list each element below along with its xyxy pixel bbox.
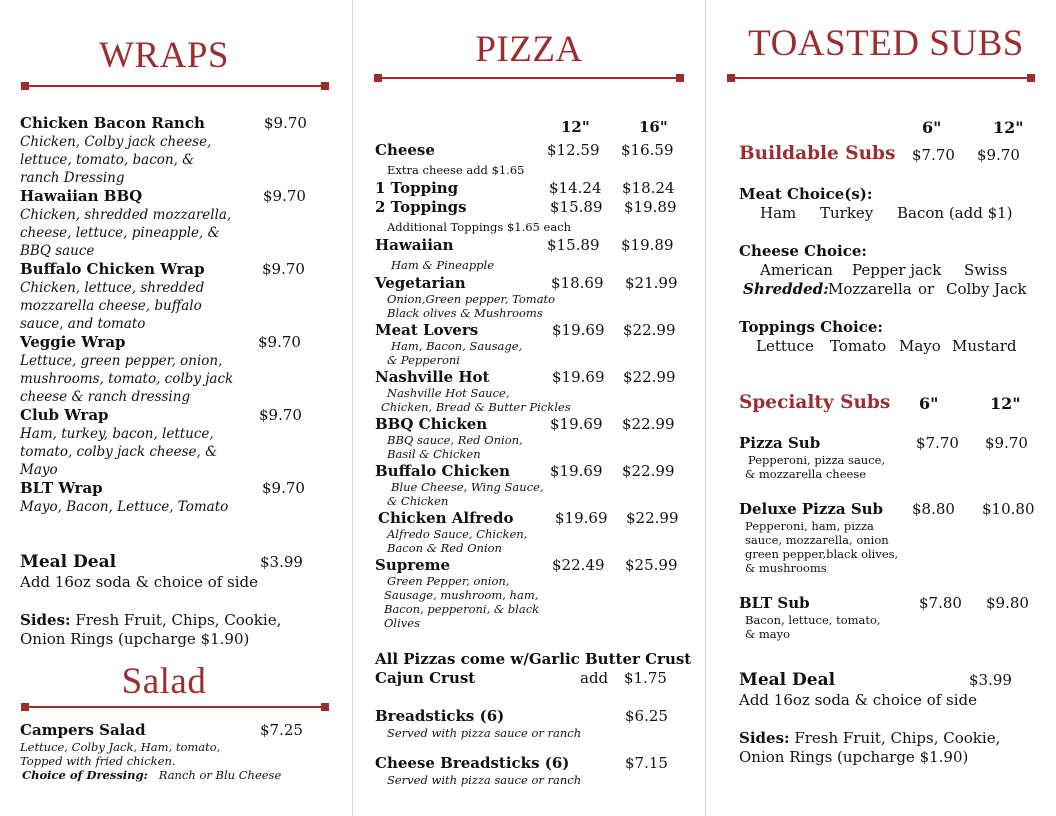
salad-item-price: $7.25	[260, 721, 303, 739]
subs-meal-deal-title: Meal Deal	[739, 670, 836, 690]
pizza-item-name: Nashville Hot	[375, 368, 490, 386]
pizza-price-16: $22.99	[622, 462, 675, 480]
subs-size-12-header: 12"	[993, 118, 1024, 137]
pizza-item-note: Ham & Pineapple	[391, 258, 495, 272]
pizza-price-16: $18.24	[622, 179, 675, 197]
shredded-option: or	[918, 280, 935, 298]
pizza-price-12: $19.69	[555, 509, 608, 527]
specialty-sub-desc: green pepper,black olives,	[745, 547, 899, 561]
pizza-item-name: 1 Topping	[375, 179, 459, 197]
wrap-item-name: Club Wrap	[20, 406, 109, 424]
wraps-sides-text: Fresh Fruit, Chips, Cookie,	[70, 611, 282, 629]
wrap-item-name: Hawaiian BBQ	[20, 187, 143, 205]
wrap-item-desc: cheese & ranch dressing	[20, 389, 191, 405]
pizza-column	[353, 0, 705, 816]
wraps-meal-deal-title: Meal Deal	[20, 552, 117, 572]
wraps-meal-deal-price: $3.99	[260, 553, 303, 571]
specialty-sub-desc: & mushrooms	[745, 561, 827, 575]
pizza-size-12-header: 12"	[561, 118, 590, 136]
cheese-breadsticks-note: Served with pizza sauce or ranch	[387, 773, 582, 787]
subs-sides-line2: Onion Rings (upcharge $1.90)	[739, 748, 969, 766]
pizza-item-note: Bacon & Red Onion	[387, 541, 502, 555]
meat-option: Turkey	[820, 204, 874, 222]
salad-dressing-options: Ranch or Blu Cheese	[158, 768, 282, 782]
pizza-size-16-header: 16"	[639, 118, 668, 136]
wrap-item-desc: mushrooms, tomato, colby jack	[20, 371, 234, 387]
wrap-item-desc: Mayo, Bacon, Lettuce, Tomato	[20, 499, 229, 515]
breadsticks-name: Breadsticks (6)	[375, 707, 505, 725]
wrap-item-name: Buffalo Chicken Wrap	[20, 260, 205, 278]
cajun-crust-price: $1.75	[624, 669, 667, 687]
wraps-sides-label: Sides:	[20, 611, 71, 629]
toppings-choice-label: Toppings Choice:	[739, 318, 883, 336]
pizza-price-12: $12.59	[547, 141, 600, 159]
specialty-size-6-header: 6"	[919, 394, 939, 413]
buildable-subs-title: Buildable Subs	[739, 143, 896, 164]
subs-sides-text: Fresh Fruit, Chips, Cookie,	[789, 729, 1001, 747]
specialty-sub-desc: Pepperoni, pizza sauce,	[748, 453, 886, 467]
cheese-option: American	[760, 261, 833, 279]
salad-heading: Salad	[121, 661, 207, 702]
wrap-item-price: $9.70	[258, 333, 301, 351]
pizza-item-note: Green Pepper, onion,	[387, 574, 510, 588]
pizza-item-name: Cheese	[375, 141, 435, 159]
wrap-item-desc: lettuce, tomato, bacon, &	[20, 152, 195, 168]
specialty-sub-desc: sauce, mozzarella, onion	[745, 533, 889, 547]
wrap-item-desc: sauce, and tomato	[20, 316, 146, 332]
pizza-item-name: Vegetarian	[375, 274, 466, 292]
wrap-item-desc: Chicken, lettuce, shredded	[20, 280, 205, 296]
pizza-item-note: Chicken, Bread & Butter Pickles	[381, 400, 571, 414]
specialty-sub-price-12: $10.80	[982, 500, 1035, 518]
pizza-price-16: $19.89	[624, 198, 677, 216]
pizza-heading: PIZZA	[475, 29, 583, 70]
wrap-item-desc: BBQ sauce	[20, 243, 95, 259]
salad-item-name: Campers Salad	[20, 721, 146, 739]
pizza-item-note: Bacon, pepperoni, & black	[384, 602, 540, 616]
breadsticks-price: $6.25	[625, 707, 668, 725]
pizza-price-16: $22.99	[623, 368, 676, 386]
pizza-price-12: $15.89	[547, 236, 600, 254]
salad-heading-rule	[22, 706, 328, 708]
wrap-item-price: $9.70	[263, 187, 306, 205]
subs-heading-rule	[728, 77, 1034, 79]
wrap-item-name: Chicken Bacon Ranch	[20, 114, 205, 132]
salad-item-desc: Topped with fried chicken.	[20, 754, 176, 768]
subs-sides-label: Sides:	[739, 729, 790, 747]
salad-item-desc: Lettuce, Colby Jack, Ham, tomato,	[20, 740, 221, 754]
breadsticks-note: Served with pizza sauce or ranch	[387, 726, 582, 740]
wraps-meal-deal-desc: Add 16oz soda & choice of side	[20, 573, 259, 591]
wraps-sides-line1	[20, 611, 281, 629]
wrap-item-desc: Chicken, shredded mozzarella,	[20, 207, 232, 223]
pizza-price-16: $21.99	[625, 274, 678, 292]
specialty-sub-price-6: $7.70	[916, 434, 959, 452]
pizza-item-name: 2 Toppings	[375, 198, 467, 216]
subs-meal-deal-price: $3.99	[969, 671, 1012, 689]
pizza-price-16: $19.89	[621, 236, 674, 254]
specialty-sub-name: Deluxe Pizza Sub	[739, 500, 884, 518]
specialty-sub-desc: Pepperoni, ham, pizza	[745, 519, 874, 533]
subs-sides-line1	[739, 729, 1000, 747]
wrap-item-desc: Mayo	[20, 462, 58, 478]
cheese-breadsticks-price: $7.15	[625, 754, 668, 772]
topping-option: Mayo	[899, 337, 941, 355]
pizza-price-12: $22.49	[552, 556, 605, 574]
pizza-crust-note: All Pizzas come w/Garlic Butter Crust	[375, 650, 692, 668]
cheese-option: Pepper jack	[852, 261, 942, 279]
specialty-sub-desc: & mozzarella cheese	[745, 467, 867, 481]
pizza-item-note: Onion,Green pepper, Tomato	[387, 292, 556, 306]
meat-option: Ham	[760, 204, 797, 222]
cajun-crust-name: Cajun Crust	[375, 669, 476, 687]
buildable-subs-price-6: $7.70	[912, 146, 955, 164]
specialty-sub-price-6: $8.80	[912, 500, 955, 518]
wrap-item-desc: Chicken, Colby jack cheese,	[20, 134, 212, 150]
pizza-item-note: Alfredo Sauce, Chicken,	[387, 527, 528, 541]
cheese-option: Swiss	[964, 261, 1008, 279]
pizza-price-16: $22.99	[626, 509, 679, 527]
pizza-item-name: BBQ Chicken	[375, 415, 488, 433]
pizza-item-note: Olives	[384, 616, 420, 630]
cajun-crust-add: add	[580, 669, 609, 687]
salad-dressing-label: Choice of Dressing:	[22, 768, 148, 782]
specialty-size-12-header: 12"	[990, 394, 1021, 413]
wrap-item-desc: Lettuce, green pepper, onion,	[20, 353, 223, 369]
pizza-price-16: $16.59	[621, 141, 674, 159]
wraps-heading-rule	[22, 85, 328, 87]
pizza-item-note: Ham, Bacon, Sausage,	[391, 339, 523, 353]
wrap-item-name: Veggie Wrap	[20, 333, 126, 351]
pizza-heading-rule	[375, 77, 683, 79]
pizza-item-name: Supreme	[375, 556, 451, 574]
wrap-item-desc: cheese, lettuce, pineapple, &	[20, 225, 220, 241]
subs-size-6-header: 6"	[922, 118, 942, 137]
topping-option: Lettuce	[756, 337, 814, 355]
pizza-item-name: Buffalo Chicken	[375, 462, 511, 480]
specialty-sub-price-12: $9.70	[985, 434, 1028, 452]
wrap-item-desc: Ham, turkey, bacon, lettuce,	[20, 426, 214, 442]
wrap-item-price: $9.70	[259, 406, 302, 424]
subs-heading: TOASTED SUBS	[748, 23, 1024, 64]
wraps-sides-line2: Onion Rings (upcharge $1.90)	[20, 630, 250, 648]
wrap-item-desc: ranch Dressing	[20, 170, 125, 186]
pizza-item-note: Sausage, mushroom, ham,	[384, 588, 539, 602]
pizza-item-note: Basil & Chicken	[387, 447, 481, 461]
pizza-item-note: Black olives & Mushrooms	[387, 306, 543, 320]
subs-column	[706, 0, 1056, 816]
pizza-item-note: Blue Cheese, Wing Sauce,	[391, 480, 544, 494]
topping-option: Tomato	[830, 337, 887, 355]
pizza-price-12: $19.69	[552, 368, 605, 386]
pizza-price-12: $18.69	[551, 274, 604, 292]
specialty-sub-name: Pizza Sub	[739, 434, 821, 452]
specialty-sub-desc: Bacon, lettuce, tomato,	[745, 613, 881, 627]
specialty-sub-price-12: $9.80	[986, 594, 1029, 612]
pizza-price-12: $19.69	[550, 462, 603, 480]
pizza-price-12: $19.69	[552, 321, 605, 339]
meat-option: Bacon (add $1)	[897, 204, 1013, 222]
cheese-breadsticks-name: Cheese Breadsticks (6)	[375, 754, 570, 772]
pizza-price-16: $25.99	[625, 556, 678, 574]
pizza-price-12: $14.24	[549, 179, 602, 197]
pizza-item-note: & Chicken	[387, 494, 449, 508]
shredded-option: Colby Jack	[946, 280, 1027, 298]
wraps-heading: WRAPS	[99, 35, 229, 76]
specialty-sub-name: BLT Sub	[739, 594, 810, 612]
meat-choice-label: Meat Choice(s):	[739, 185, 873, 203]
pizza-price-12: $19.69	[550, 415, 603, 433]
pizza-item-note: BBQ sauce, Red Onion,	[387, 433, 523, 447]
shredded-option: Mozzarella	[828, 280, 912, 298]
pizza-item-note: & Pepperoni	[387, 353, 460, 367]
wrap-item-price: $9.70	[262, 479, 305, 497]
pizza-price-16: $22.99	[623, 321, 676, 339]
buildable-subs-price-12: $9.70	[977, 146, 1020, 164]
pizza-item-note: Additional Toppings $1.65 each	[387, 220, 572, 234]
pizza-price-16: $22.99	[622, 415, 675, 433]
subs-meal-deal-desc: Add 16oz soda & choice of side	[739, 691, 978, 709]
wrap-item-name: BLT Wrap	[20, 479, 103, 497]
pizza-item-name: Meat Lovers	[375, 321, 479, 339]
wraps-column	[0, 0, 352, 816]
cheese-choice-label: Cheese Choice:	[739, 242, 867, 260]
pizza-item-note: Nashville Hot Sauce,	[387, 386, 510, 400]
pizza-item-note: Extra cheese add $1.65	[387, 163, 525, 177]
wrap-item-price: $9.70	[264, 114, 307, 132]
wrap-item-desc: mozzarella cheese, buffalo	[20, 298, 202, 314]
shredded-label: Shredded:	[743, 280, 829, 298]
pizza-price-12: $15.89	[550, 198, 603, 216]
wrap-item-desc: tomato, colby jack cheese, &	[20, 444, 218, 460]
pizza-item-name: Chicken Alfredo	[378, 509, 514, 527]
pizza-item-name: Hawaiian	[375, 236, 454, 254]
specialty-sub-desc: & mayo	[745, 627, 791, 641]
specialty-subs-title: Specialty Subs	[739, 392, 891, 413]
salad-dressing	[22, 768, 281, 782]
topping-option: Mustard	[952, 337, 1017, 355]
specialty-sub-price-6: $7.80	[919, 594, 962, 612]
wrap-item-price: $9.70	[262, 260, 305, 278]
